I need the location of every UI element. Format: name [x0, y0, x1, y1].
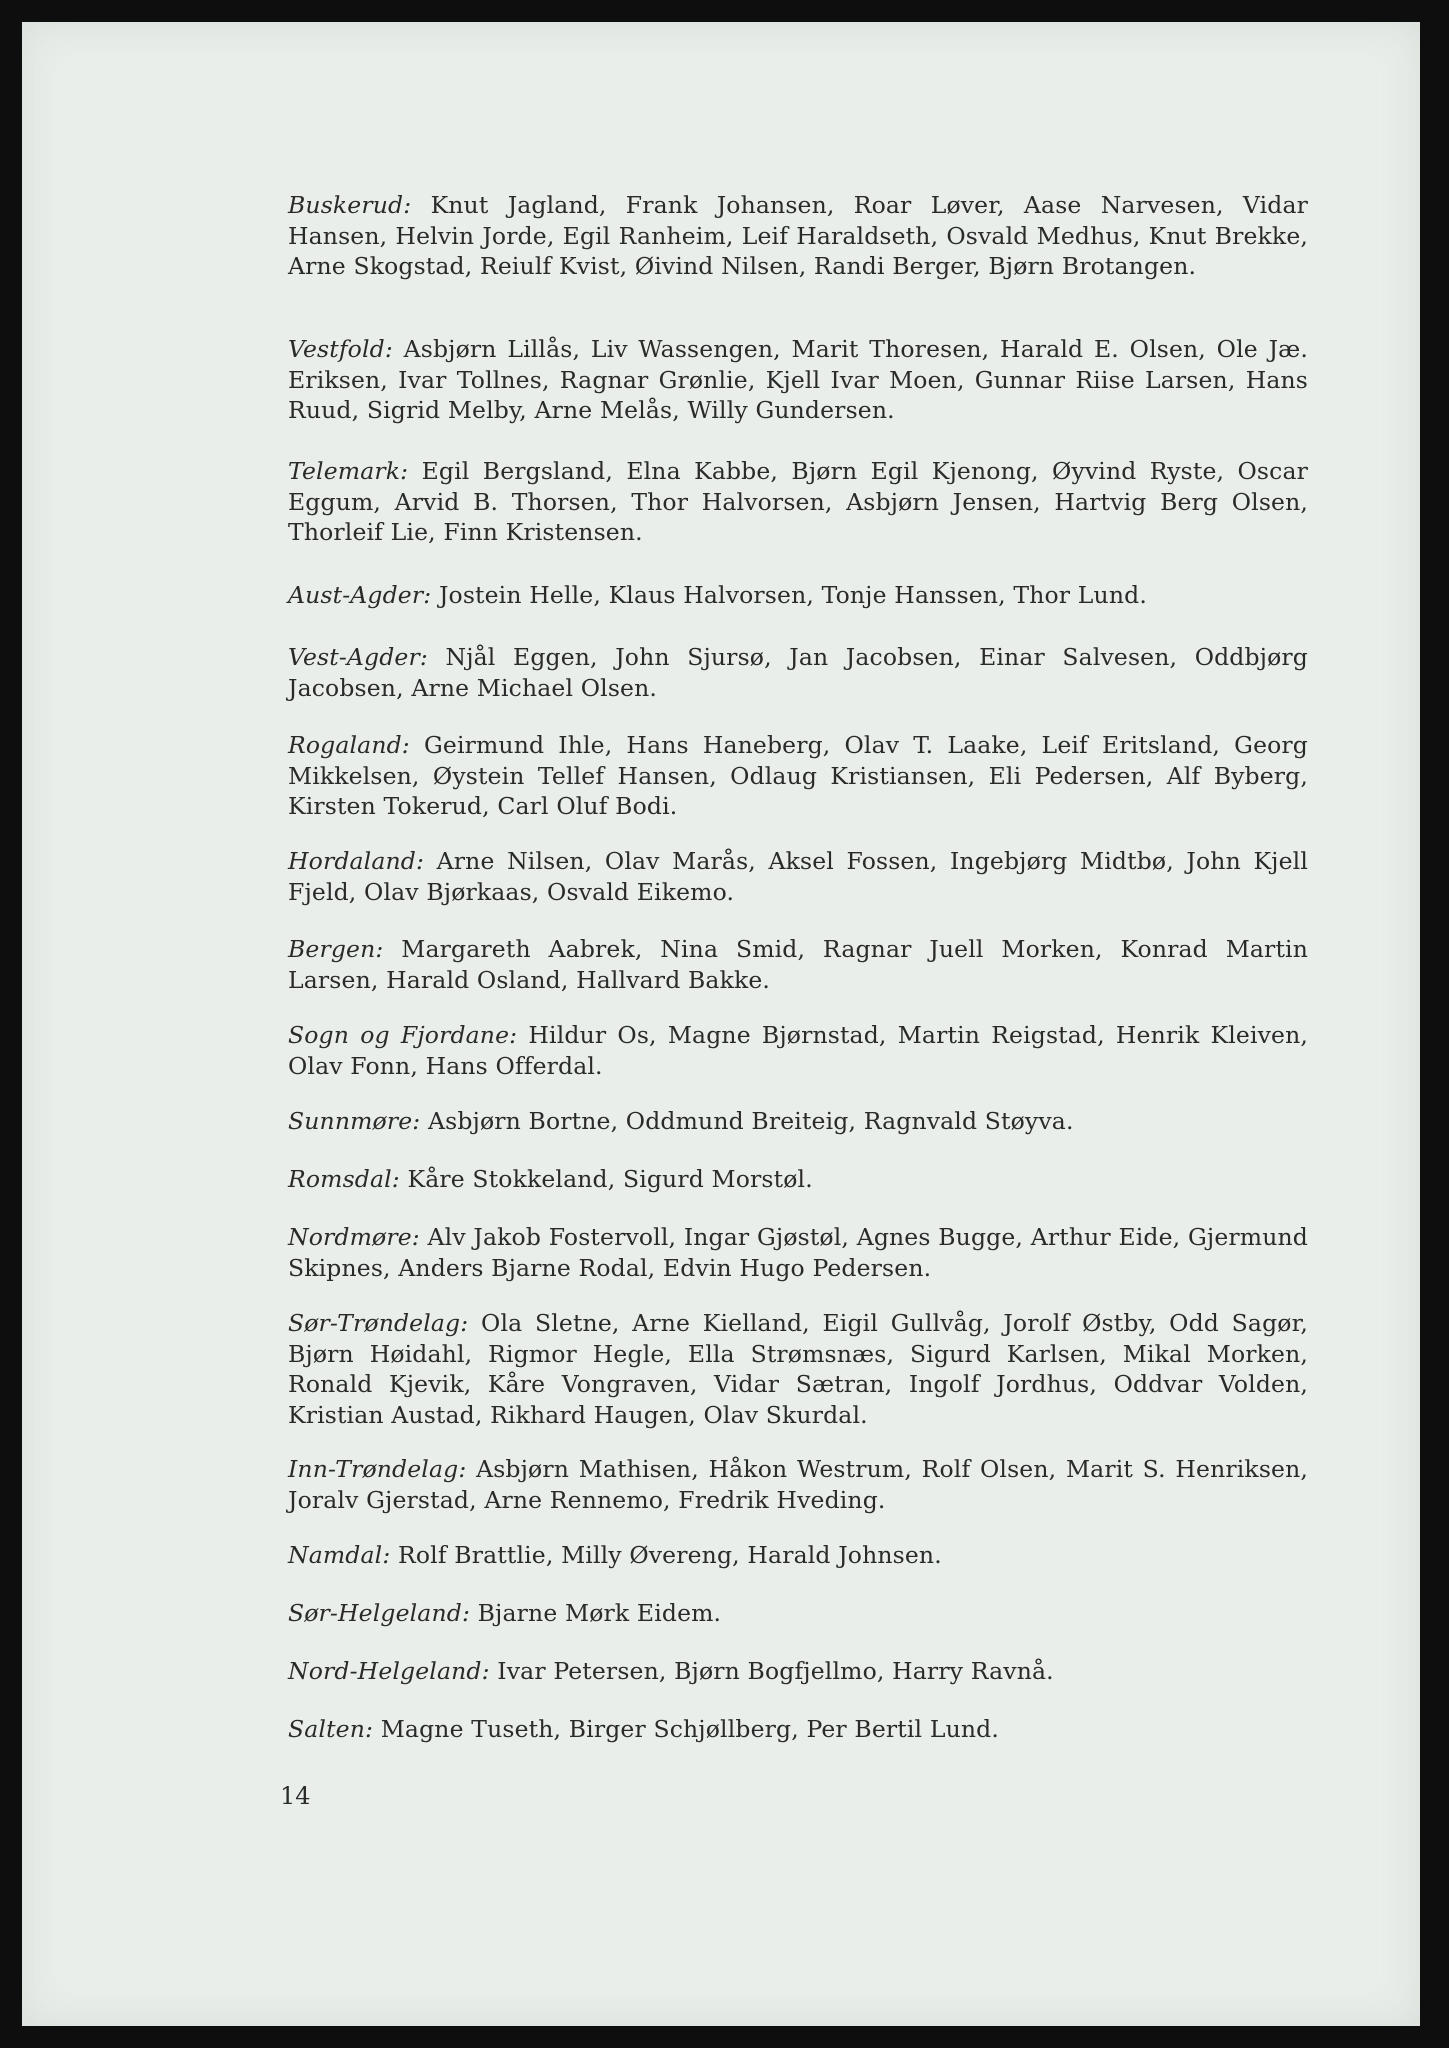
- member-names: Knut Jagland, Frank Johansen, Roar Løver, Aase Narvesen, Vidar Hansen, Helvin Jorde, Egil Ranheim, Leif Haraldseth, Osvald Medhus, Knut Brekke, Arne Skogstad, Reiulf Kvist, Øivind Nilsen, Randi Berger, Bjørn Brotangen.: [288, 191, 1309, 280]
- entry-salten: [288, 1714, 1308, 1745]
- member-names: Asbjørn Lillås, Liv Wassengen, Marit Thoresen, Harald E. Olsen, Ole Jæ. Eriksen, Ivar Tollnes, Ragnar Grønlie, Kjell Ivar Moen, Gunnar Riise Larsen, Hans Ruud, Sigrid Melby, Arne Melås, Willy Gundersen.: [288, 335, 1308, 424]
- entry-hordaland: [288, 846, 1308, 907]
- entry-nord-helgeland: [288, 1656, 1308, 1687]
- region-name: Inn-Trøndelag:: [288, 1455, 467, 1483]
- region-name: Vestfold:: [288, 335, 393, 363]
- document-page: [22, 22, 1420, 2026]
- member-names: Ola Sletne, Arne Kielland, Eigil Gullvåg, Jorolf Østby, Odd Sagør, Bjørn Høidahl, Rigmor Hegle, Ella Strømsnæs, Sigurd Karlsen, Mikal Morken, Ronald Kjevik, Kåre Vongraven, Vidar Sætran, Ingolf Jordhus, Oddvar Volden, Kristian Austad, Rikhard Haugen, Olav Skurdal.: [288, 1309, 1308, 1429]
- entry-sor-helgeland: [288, 1598, 1308, 1629]
- region-name: Vest-Agder:: [288, 643, 428, 671]
- member-names: Geirmund Ihle, Hans Haneberg, Olav T. Laake, Leif Eritsland, Georg Mikkelsen, Øystein Tellef Hansen, Odlaug Kristiansen, Eli Pedersen, Alf Byberg, Kirsten Tokerud, Carl Oluf Bodi.: [288, 731, 1308, 820]
- entry-aust-agder: [288, 580, 1308, 611]
- member-names: Magne Tuseth, Birger Schjøllberg, Per Bertil Lund.: [380, 1715, 999, 1743]
- entry-nordmore: [288, 1222, 1308, 1283]
- region-name: Romsdal:: [288, 1165, 400, 1193]
- entry-inn-trondelag: [288, 1454, 1308, 1515]
- region-name: Nord-Helgeland:: [288, 1657, 490, 1685]
- entry-romsdal: [288, 1164, 1308, 1195]
- member-names: Margareth Aabrek, Nina Smid, Ragnar Juell Morken, Konrad Martin Larsen, Harald Osland, Hallvard Bakke.: [288, 935, 1308, 994]
- entry-sunnmore: [288, 1106, 1308, 1137]
- entry-telemark: [288, 456, 1308, 548]
- region-name: Nordmøre:: [288, 1223, 420, 1251]
- region-name: Sogn og Fjordane:: [288, 1021, 518, 1049]
- region-name: Bergen:: [288, 935, 384, 963]
- member-names: Njål Eggen, John Sjursø, Jan Jacobsen, Einar Salvesen, Oddbjørg Jacobsen, Arne Michael Olsen.: [288, 643, 1308, 702]
- member-names: Rolf Brattlie, Milly Øvereng, Harald Johnsen.: [398, 1541, 942, 1569]
- region-name: Telemark:: [288, 457, 409, 485]
- entry-namdal: [288, 1540, 1308, 1571]
- region-name: Sunnmøre:: [288, 1107, 421, 1135]
- member-names: Hildur Os, Magne Bjørnstad, Martin Reigstad, Henrik Kleiven, Olav Fonn, Hans Offerdal.: [288, 1021, 1308, 1080]
- region-name: Sør-Trøndelag:: [288, 1309, 469, 1337]
- member-names: Asbjørn Bortne, Oddmund Breiteig, Ragnvald Støyva.: [427, 1107, 1074, 1135]
- region-name: Buskerud:: [288, 191, 412, 219]
- member-names: Arne Nilsen, Olav Marås, Aksel Fossen, Ingebjørg Midtbø, John Kjell Fjeld, Olav Bjørkaas, Osvald Eikemo.: [288, 847, 1308, 906]
- member-names: Egil Bergsland, Elna Kabbe, Bjørn Egil Kjenong, Øyvind Ryste, Oscar Eggum, Arvid B. Thorsen, Thor Halvorsen, Asbjørn Jensen, Hartvig Berg Olsen, Thorleif Lie, Finn Kristensen.: [288, 457, 1308, 546]
- region-name: Sør-Helgeland:: [288, 1599, 471, 1627]
- entry-rogaland: [288, 730, 1308, 822]
- member-names: Ivar Petersen, Bjørn Bogfjellmo, Harry Ravnå.: [497, 1657, 1054, 1685]
- member-names: Jostein Helle, Klaus Halvorsen, Tonje Hanssen, Thor Lund.: [438, 581, 1147, 609]
- region-name: Namdal:: [288, 1541, 391, 1569]
- member-names: Bjarne Mørk Eidem.: [477, 1599, 722, 1627]
- member-names: Kåre Stokkeland, Sigurd Morstøl.: [407, 1165, 813, 1193]
- region-name: Aust-Agder:: [288, 581, 432, 609]
- entry-vestfold: [288, 334, 1308, 426]
- entry-bergen: [288, 934, 1308, 995]
- entry-sor-trondelag: [288, 1308, 1308, 1430]
- member-names: Alv Jakob Fostervoll, Ingar Gjøstøl, Agnes Bugge, Arthur Eide, Gjermund Skipnes, Anders Bjarne Rodal, Edvin Hugo Pedersen.: [288, 1223, 1308, 1282]
- region-name: Rogaland:: [288, 731, 410, 759]
- member-names: Asbjørn Mathisen, Håkon Westrum, Rolf Olsen, Marit S. Henriksen, Joralv Gjerstad, Arne Rennemo, Fredrik Hveding.: [288, 1455, 1308, 1514]
- region-name: Salten:: [288, 1715, 374, 1743]
- region-name: Hordaland:: [288, 847, 425, 875]
- page-number: 14: [280, 1782, 311, 1810]
- entry-buskerud: [288, 190, 1308, 282]
- entry-sogn-og-fjordane: [288, 1020, 1308, 1081]
- entry-vest-agder: [288, 642, 1308, 703]
